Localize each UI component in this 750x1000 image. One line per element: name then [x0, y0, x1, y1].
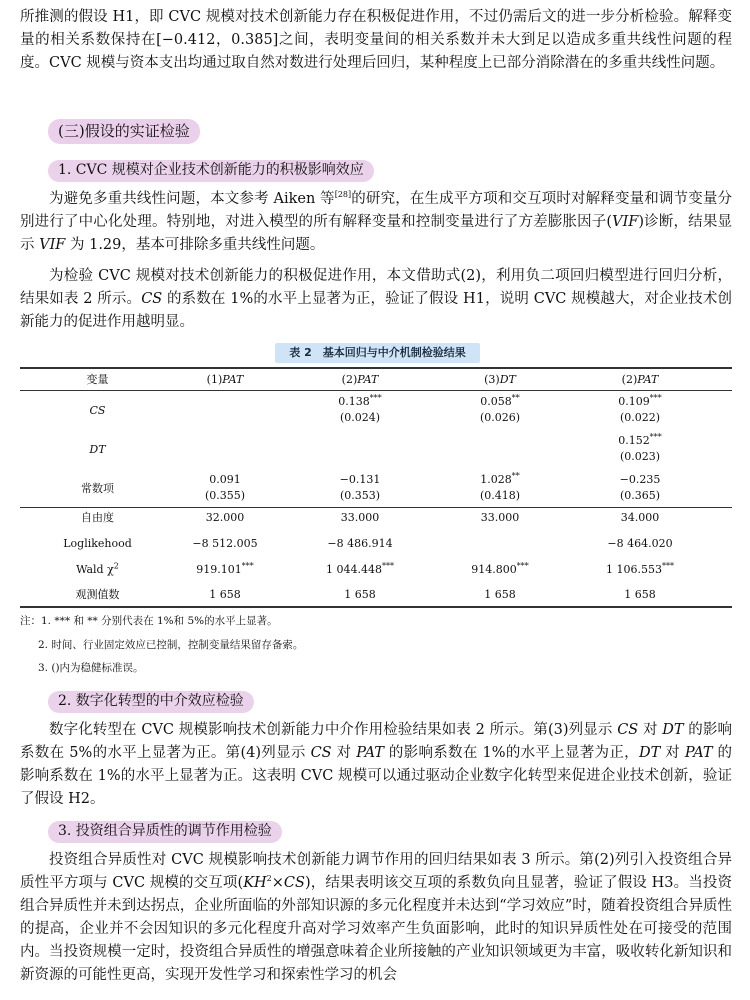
- table-cell: (0.022): [619, 411, 661, 424]
- table-cell: −8 486.914: [327, 537, 393, 550]
- table-cell: 1.028**: [480, 471, 520, 486]
- table-cell: −0.235: [619, 473, 661, 486]
- table-mid-rule: [20, 507, 732, 508]
- table-header-rule: [20, 390, 732, 391]
- table-cell: 1 106.553***: [606, 561, 674, 576]
- table-cell: 0.138***: [338, 393, 382, 408]
- subsection-3-heading: 3. 投资组合异质性的调节作用检验: [48, 821, 282, 843]
- table-header-col1: (1)PAT: [206, 373, 244, 386]
- table-cell: (0.355): [204, 489, 246, 502]
- table-cell: (0.024): [339, 411, 381, 424]
- table-cell: 0.152***: [618, 432, 662, 447]
- sub3-paragraph: 投资组合异质性对 CVC 规模影响技术创新能力调节作用的回归结果如表 3 所示。第(2)列引入投资组合异质性平方项与 CVC 规模的交互项$(KH^2\times CS)$，结果表明该交互项的系数负向且显著，验证了假设 H3。当投资组合异质性并未到达拐点，企业所面临的外部知识源的多元化程度并未达到“学习效应”时，随着投资组合异质性的提高，企业并不会因知识的多元化程度升高对学习效率产生负面影响，此时的知识异质性处在可接受的范围内。当投资规模一定时，投资组合异质性的增强意味着企业所接触的产业知识领域更为丰富，吸收转化新知识和新资源的可能性更高，实现开发性学习和探索性学习的机会: [20, 852, 732, 983]
- table-row-label-ll: Loglikehood: [63, 537, 132, 550]
- table-cell: 0.091: [209, 473, 241, 486]
- table-note-3: 3. ()内为稳健标准误。: [38, 662, 144, 674]
- table-cell: 34.000: [620, 511, 660, 524]
- table-top-rule: [20, 367, 732, 369]
- table-row-label-cs: CS: [89, 404, 106, 417]
- table-cell: −0.131: [339, 473, 381, 486]
- table-cell: 1 658: [209, 588, 241, 601]
- table-cell: (0.023): [619, 450, 661, 463]
- table-row-label-wald: Wald $\chi^2$: [76, 561, 119, 576]
- table-note-2: 2. 时间、行业固定效应已控制，控制变量结果留存备索。: [38, 639, 304, 651]
- table-row-label-const: 常数项: [81, 482, 114, 495]
- table-cell: 33.000: [340, 511, 380, 524]
- table-cell: (0.418): [479, 489, 521, 502]
- table-header-col4: (2)PAT: [621, 373, 659, 386]
- table-cell: 32.000: [205, 511, 245, 524]
- table-caption: 表 2 基本回归与中介机制检验结果: [275, 343, 480, 363]
- table-header-col3: (3)DT: [484, 373, 516, 386]
- table-header-variable: 变量: [86, 373, 109, 386]
- table-cell: 1 658: [624, 588, 656, 601]
- table-cell: 1 658: [484, 588, 516, 601]
- table-cell: 919.101***: [196, 561, 254, 576]
- table-header-col2: (2)PAT: [341, 373, 379, 386]
- table-cell: 1 044.448***: [326, 561, 394, 576]
- table-cell: 0.109***: [618, 393, 662, 408]
- table-cell: (0.026): [479, 411, 521, 424]
- section-heading: (三)假设的实证检验: [48, 119, 200, 144]
- table-row-label-dt: DT: [89, 443, 106, 456]
- table-cell: (0.353): [339, 489, 381, 502]
- table-row-label-obs: 观测值数: [75, 588, 120, 601]
- table-cell: 914.800***: [471, 561, 529, 576]
- intro-paragraph: 所推测的假设 H1，即 CVC 规模对技术创新能力存在积极促进作用，不过仍需后文的进一步分析检验。解释变量的相关系数保持在[−0.412，0.385]之间，表明变量间的相关系数并未大到足以造成多重共线性问题的程度。CVC 规模与资本支出均通过取自然对数进行处理后回归，某种程度上已部分消除潜在的多重共线性问题。: [20, 9, 732, 71]
- sub2-paragraph: 数字化转型在 CVC 规模影响技术创新能力中介作用检验结果如表 2 所示。第(3)列显示 CS 对 DT 的影响系数在 5%的水平上显著为正。第(4)列显示 CS 对 PAT 的影响系数在 1%的水平上显著为正，DT 对 PAT 的影响系数在 1%的水平上显著为正。这表明 CVC 规模可以通过驱动企业数字化转型来促进企业技术创新，验证了假设 H2。: [20, 722, 733, 807]
- table-cell: −8 464.020: [607, 537, 673, 550]
- table-cell: 33.000: [480, 511, 520, 524]
- sub1-paragraph-2: 为检验 CVC 规模对技术创新能力的积极促进作用，本文借助式(2)，利用负二项回归模型进行回归分析，结果如表 2 所示。CS 的系数在 1%的水平上显著为正，验证了假设 H1，说明 CVC 规模越大，对企业技术创新能力的促进作用越明显。: [20, 268, 733, 330]
- sub1-paragraph-1: 为避免多重共线性问题，本文参考 Aiken 等[28]的研究，在生成平方项和交互项时对解释变量和调节变量分别进行了中心化处理。特别地，对进入模型的所有解释变量和控制变量进行了方差膨胀因子(VIF)诊断，结果显示 VIF 为 1.29，基本可排除多重共线性问题。: [20, 190, 732, 253]
- table-bottom-rule: [20, 606, 732, 608]
- table-cell: 1 658: [344, 588, 376, 601]
- table-note-1: 注：1. *** 和 ** 分别代表在 1%和 5%的水平上显著。: [20, 615, 278, 627]
- table-cell: −8 512.005: [192, 537, 258, 550]
- table-cell: 0.058**: [480, 393, 520, 408]
- subsection-1-heading: 1. CVC 规模对企业技术创新能力的积极影响效应: [48, 160, 374, 182]
- table-cell: (0.365): [619, 489, 661, 502]
- subsection-2-heading: 2. 数字化转型的中介效应检验: [48, 691, 254, 713]
- table-row-label-df: 自由度: [81, 511, 114, 524]
